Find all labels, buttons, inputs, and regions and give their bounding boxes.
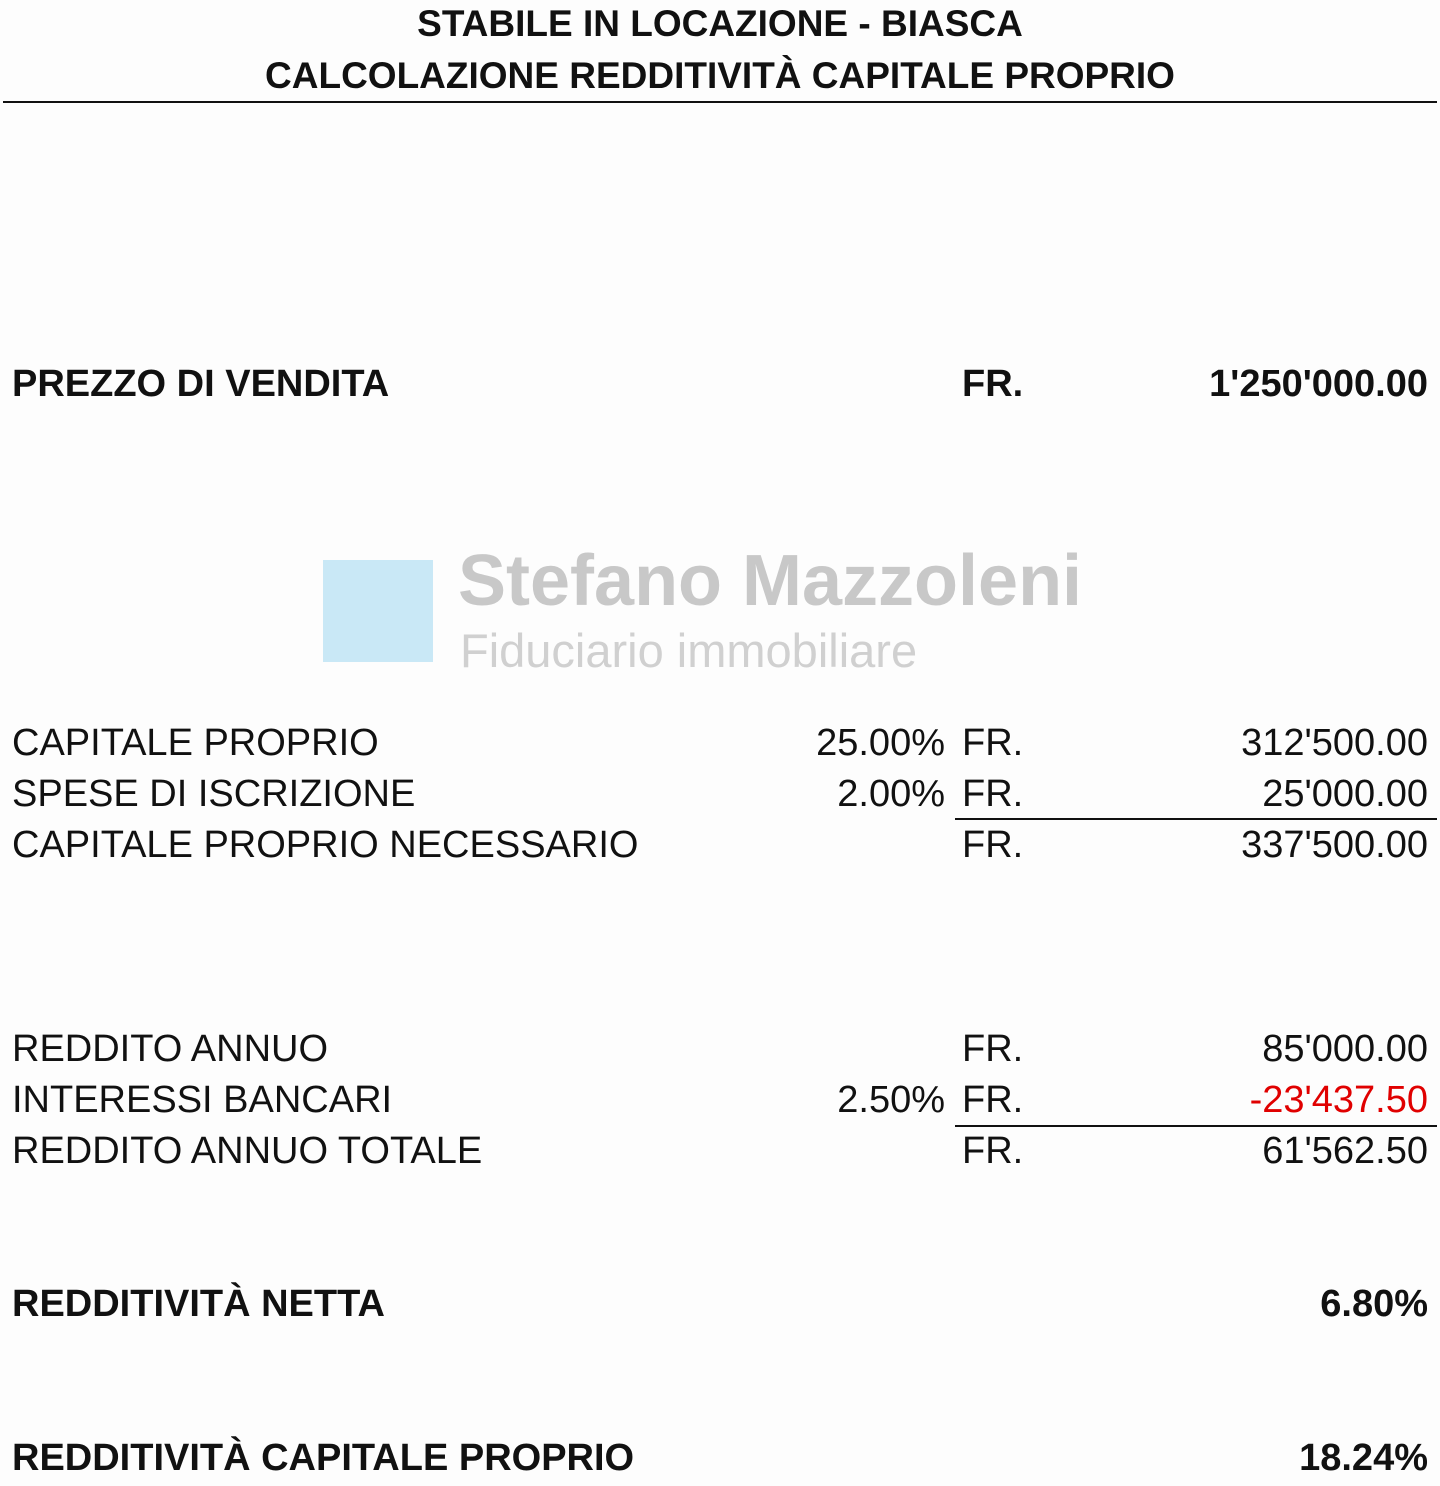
percentage: 2.00% bbox=[837, 773, 945, 815]
row-redditivita-netta bbox=[0, 1279, 1440, 1329]
row-label: REDDITIVITÀ NETTA bbox=[12, 1283, 385, 1325]
currency: FR. bbox=[962, 1079, 1024, 1121]
row-reddito-annuo bbox=[0, 1024, 1440, 1074]
row-redditivita-capitale bbox=[0, 1433, 1440, 1483]
row-label: CAPITALE PROPRIO bbox=[12, 722, 379, 764]
currency: FR. bbox=[962, 773, 1024, 815]
amount-negative: -23'437.50 bbox=[1249, 1079, 1428, 1121]
currency: FR. bbox=[962, 824, 1024, 866]
percentage: 2.50% bbox=[837, 1079, 945, 1121]
title-divider bbox=[3, 101, 1437, 103]
percentage-value: 6.80% bbox=[1320, 1283, 1428, 1325]
row-label: INTERESSI BANCARI bbox=[12, 1079, 393, 1121]
amount: 25'000.00 bbox=[1262, 773, 1428, 815]
title-line-1: STABILE IN LOCAZIONE - BIASCA bbox=[417, 3, 1023, 44]
row-label: REDDITO ANNUO TOTALE bbox=[12, 1130, 483, 1172]
currency: FR. bbox=[962, 1028, 1024, 1070]
row-reddito-totale bbox=[0, 1126, 1440, 1176]
amount: 337'500.00 bbox=[1241, 824, 1428, 866]
title-line-2: CALCOLAZIONE REDDITIVITÀ CAPITALE PROPRIO bbox=[265, 55, 1175, 96]
row-label: SPESE DI ISCRIZIONE bbox=[12, 773, 416, 815]
watermark-name: Stefano Mazzoleni bbox=[458, 541, 1083, 621]
percentage: 25.00% bbox=[816, 722, 945, 764]
currency: FR. bbox=[962, 722, 1024, 764]
amount: 1'250'000.00 bbox=[1209, 363, 1428, 405]
currency: FR. bbox=[962, 363, 1024, 405]
watermark-subtitle: Fiduciario immobiliare bbox=[460, 624, 918, 677]
row-label: REDDITIVITÀ CAPITALE PROPRIO bbox=[12, 1437, 635, 1479]
row-capitale-proprio bbox=[0, 718, 1440, 768]
row-label: REDDITO ANNUO bbox=[12, 1028, 329, 1070]
watermark-logo-square bbox=[323, 560, 433, 662]
amount: 85'000.00 bbox=[1262, 1028, 1428, 1070]
amount: 312'500.00 bbox=[1241, 722, 1428, 764]
row-spese-iscrizione bbox=[0, 769, 1440, 819]
amount: 61'562.50 bbox=[1262, 1130, 1428, 1172]
row-label: PREZZO DI VENDITA bbox=[12, 363, 390, 405]
currency: FR. bbox=[962, 1130, 1024, 1172]
percentage-value: 18.24% bbox=[1299, 1437, 1428, 1479]
row-capitale-necessario bbox=[0, 820, 1440, 870]
row-prezzo-vendita bbox=[0, 359, 1440, 409]
row-label: CAPITALE PROPRIO NECESSARIO bbox=[12, 824, 639, 866]
row-interessi-bancari bbox=[0, 1075, 1440, 1125]
